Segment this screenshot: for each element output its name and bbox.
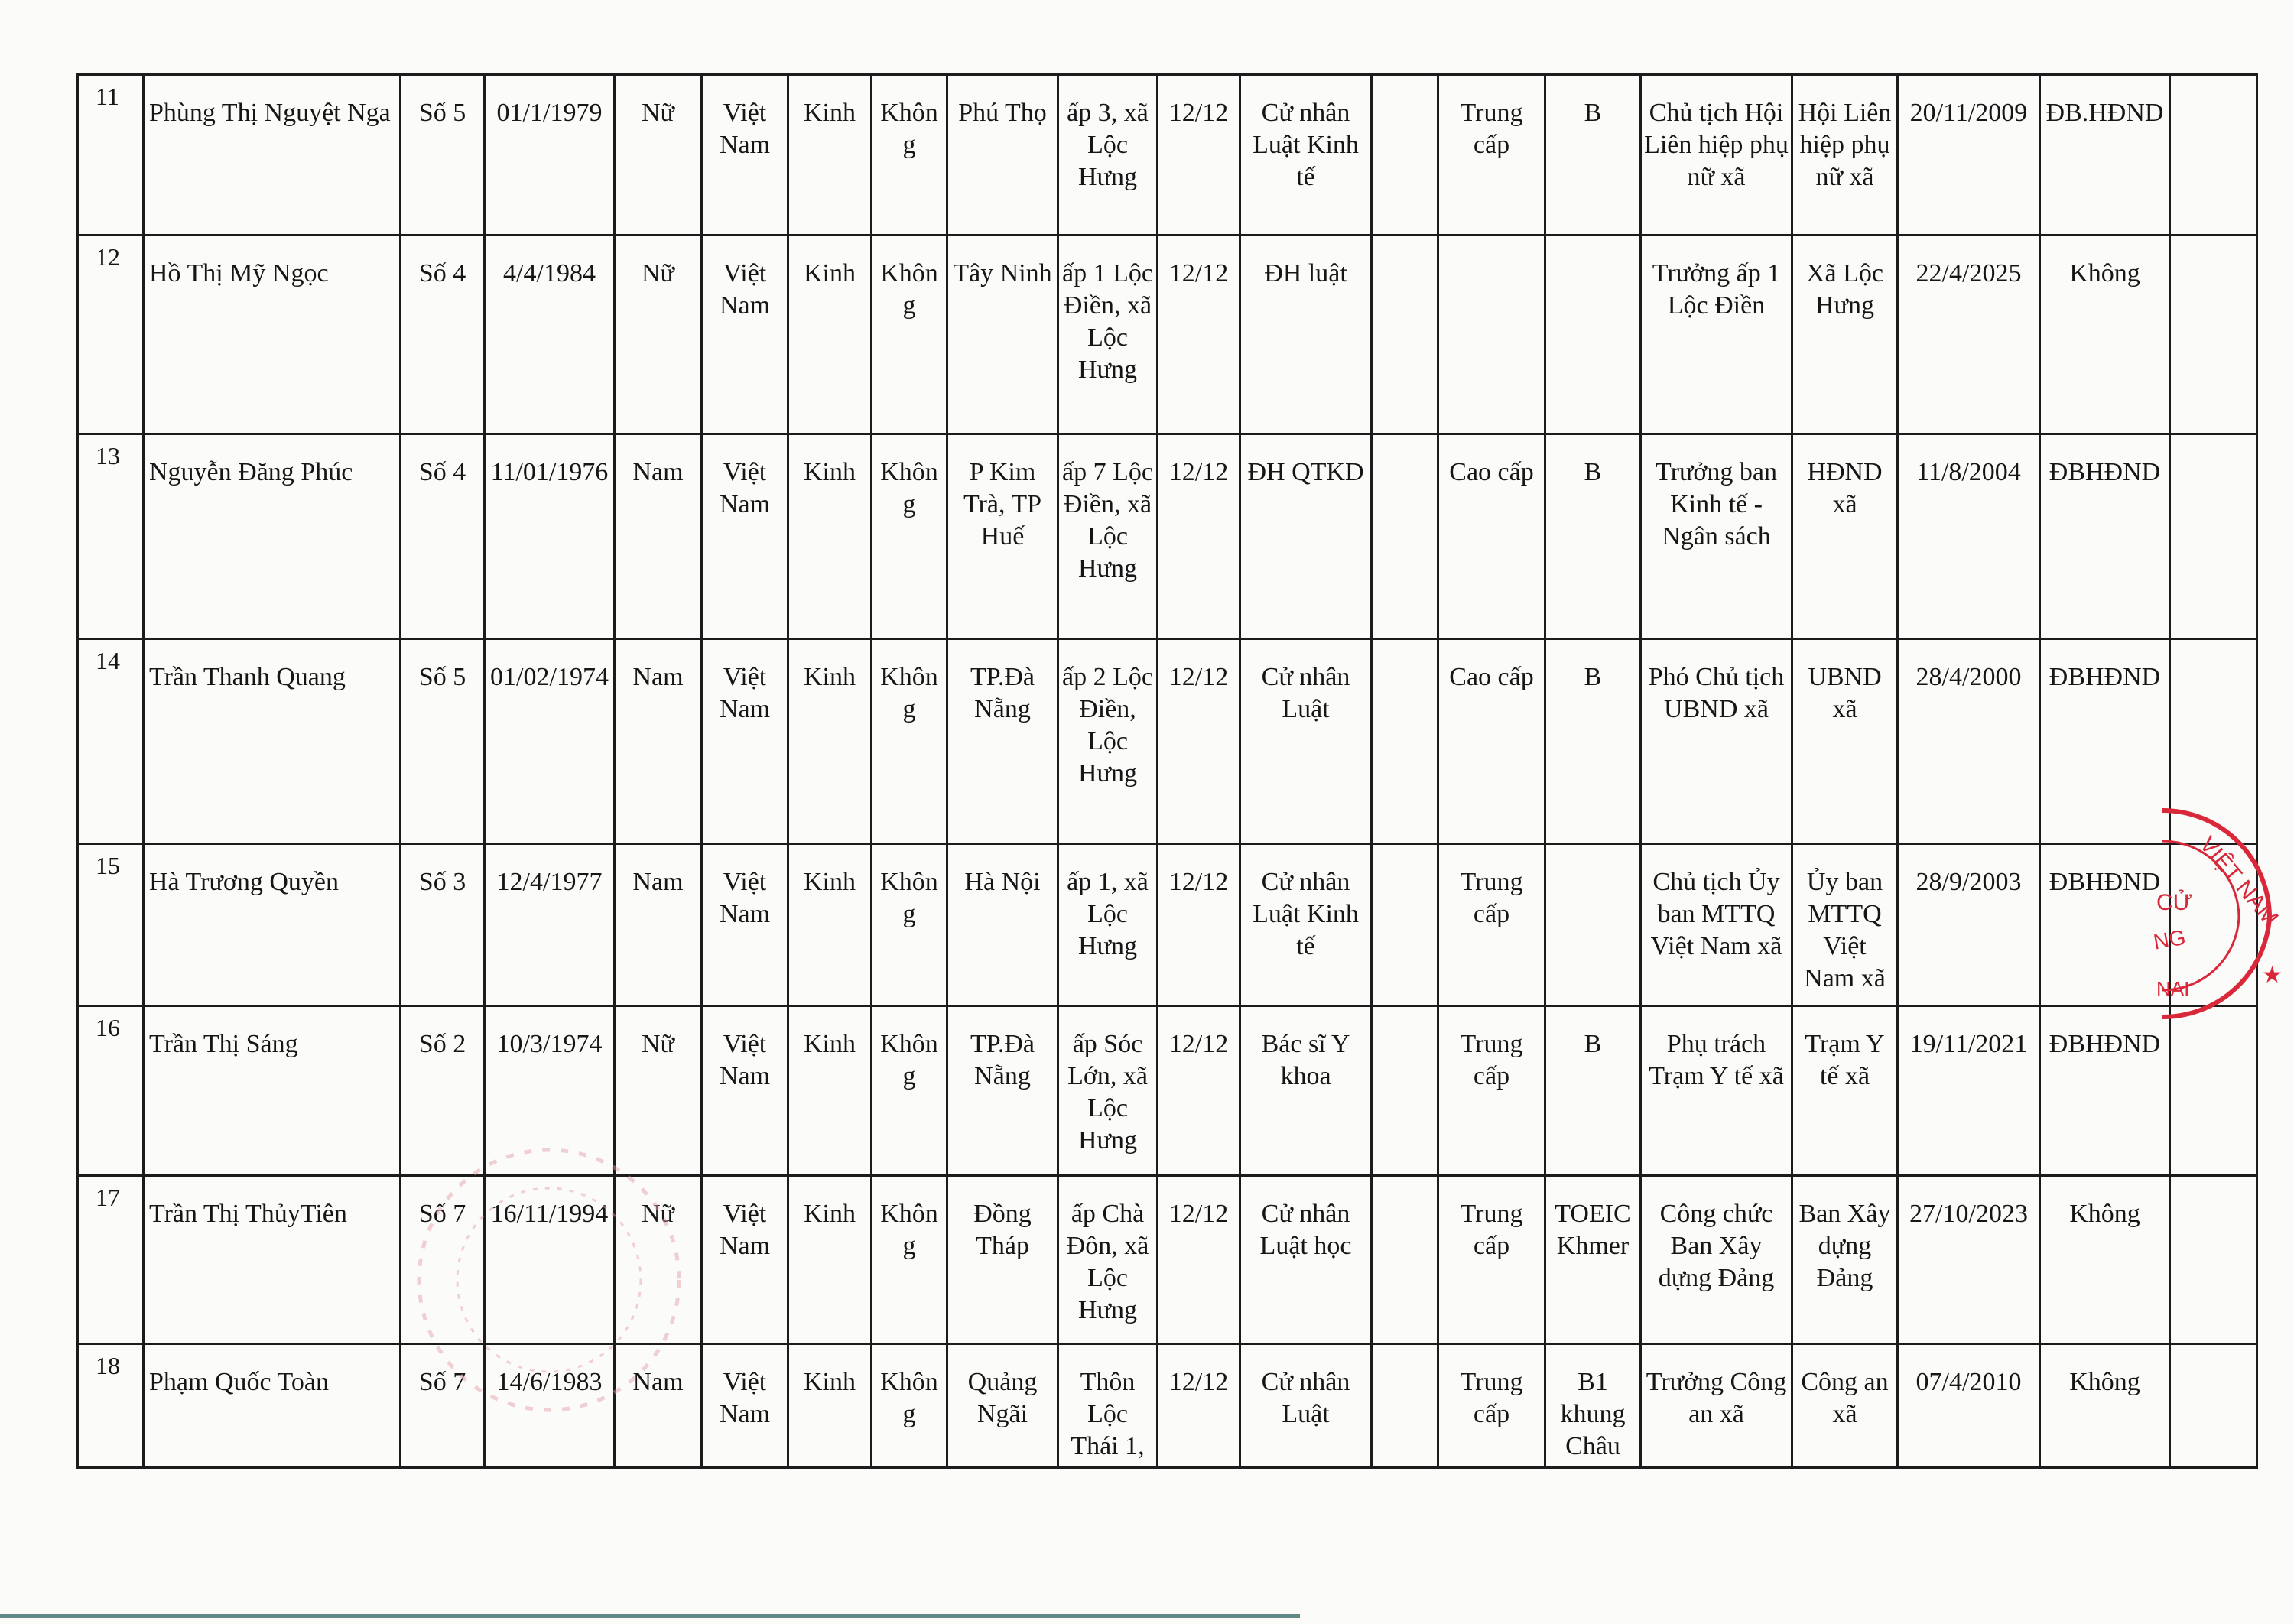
cell-politics: Trung cấp xyxy=(1438,75,1545,235)
cell-last xyxy=(2170,639,2257,844)
cell-party-date: 28/4/2000 xyxy=(1898,639,2040,844)
cell-unit: Số 5 xyxy=(401,639,485,844)
svg-text:CỬ: CỬ xyxy=(2156,890,2193,915)
cell-extra xyxy=(1372,434,1438,639)
cell-position: Chủ tịch Ủy ban MTTQ Việt Nam xã xyxy=(1641,844,1792,1006)
cell-language: TOEIC Khmer xyxy=(1545,1176,1641,1344)
svg-text:NG: NG xyxy=(2151,924,2188,954)
table-row xyxy=(78,1176,2257,1344)
cell-nationality: Việt Nam xyxy=(702,639,788,844)
cell-ethnicity: Kinh xyxy=(788,1006,872,1176)
cell-delegate: ĐBHĐND xyxy=(2040,1006,2170,1176)
cell-name: Phạm Quốc Toàn xyxy=(144,1344,401,1468)
bottom-rule xyxy=(0,1614,1300,1618)
cell-position: Trưởng ban Kinh tế - Ngân sách xyxy=(1641,434,1792,639)
cell-ethnicity: Kinh xyxy=(788,434,872,639)
cell-unit: Số 4 xyxy=(401,434,485,639)
cell-last xyxy=(2170,235,2257,434)
cell-last xyxy=(2170,844,2257,1006)
cell-last xyxy=(2170,1344,2257,1468)
cell-workplace: Hội Liên hiệp phụ nữ xã xyxy=(1792,75,1898,235)
table-row xyxy=(78,639,2257,844)
cell-education: 12/12 xyxy=(1158,639,1240,844)
cell-delegate: Không xyxy=(2040,235,2170,434)
cell-hometown: P Kim Trà, TP Huế xyxy=(947,434,1058,639)
cell-politics: Trung cấp xyxy=(1438,1006,1545,1176)
cell-language: B xyxy=(1545,434,1641,639)
table-row xyxy=(78,235,2257,434)
svg-text:VIỆT NAM: VIỆT NAM xyxy=(2194,831,2283,931)
cell-name: Trần Thanh Quang xyxy=(144,639,401,844)
cell-politics: Cao cấp xyxy=(1438,434,1545,639)
cell-language: B1 khung Châu xyxy=(1545,1344,1641,1468)
cell-party-date: 27/10/2023 xyxy=(1898,1176,2040,1344)
cell-qualification: Cử nhân Luật Kinh tế xyxy=(1240,844,1372,1006)
cell-ethnicity: Kinh xyxy=(788,235,872,434)
cell-delegate: Không xyxy=(2040,1344,2170,1468)
cell-politics: Trung cấp xyxy=(1438,1176,1545,1344)
cell-party-date: 19/11/2021 xyxy=(1898,1006,2040,1176)
cell-unit: Số 2 xyxy=(401,1006,485,1176)
cell-extra xyxy=(1372,639,1438,844)
cell-name: Nguyễn Đăng Phúc xyxy=(144,434,401,639)
cell-party-date: 28/9/2003 xyxy=(1898,844,2040,1006)
cell-workplace: Ủy ban MTTQ Việt Nam xã xyxy=(1792,844,1898,1006)
table-row xyxy=(78,844,2257,1006)
cell-residence: ấp Sóc Lớn, xã Lộc Hưng xyxy=(1058,1006,1158,1176)
table-row xyxy=(78,1344,2257,1468)
cell-stt: 11 xyxy=(78,75,144,235)
cell-unit: Số 7 xyxy=(401,1176,485,1344)
cell-gender: Nam xyxy=(615,639,702,844)
cell-workplace: HĐND xã xyxy=(1792,434,1898,639)
cell-position: Phụ trách Trạm Y tế xã xyxy=(1641,1006,1792,1176)
cell-delegate: ĐBHĐND xyxy=(2040,434,2170,639)
cell-nationality: Việt Nam xyxy=(702,844,788,1006)
cell-education: 12/12 xyxy=(1158,844,1240,1006)
cell-stt: 12 xyxy=(78,235,144,434)
cell-unit: Số 3 xyxy=(401,844,485,1006)
cell-hometown: Hà Nội xyxy=(947,844,1058,1006)
table-body xyxy=(78,75,2257,1468)
cell-dob: 4/4/1984 xyxy=(485,235,615,434)
cell-party-date: 07/4/2010 xyxy=(1898,1344,2040,1468)
cell-hometown: TP.Đà Nẵng xyxy=(947,1006,1058,1176)
cell-religion: Không xyxy=(872,639,947,844)
cell-last xyxy=(2170,75,2257,235)
cell-stt: 13 xyxy=(78,434,144,639)
cell-gender: Nam xyxy=(615,434,702,639)
cell-extra xyxy=(1372,1344,1438,1468)
cell-unit: Số 5 xyxy=(401,75,485,235)
cell-ethnicity: Kinh xyxy=(788,1344,872,1468)
cell-qualification: Bác sĩ Y khoa xyxy=(1240,1006,1372,1176)
cell-dob: 10/3/1974 xyxy=(485,1006,615,1176)
cell-extra xyxy=(1372,844,1438,1006)
cell-stt: 18 xyxy=(78,1344,144,1468)
cell-extra xyxy=(1372,75,1438,235)
cell-ethnicity: Kinh xyxy=(788,844,872,1006)
cell-residence: ấp 3, xã Lộc Hưng xyxy=(1058,75,1158,235)
cell-education: 12/12 xyxy=(1158,1176,1240,1344)
cell-ethnicity: Kinh xyxy=(788,75,872,235)
cell-nationality: Việt Nam xyxy=(702,1344,788,1468)
cell-politics: Trung cấp xyxy=(1438,1344,1545,1468)
cell-education: 12/12 xyxy=(1158,235,1240,434)
cell-position: Phó Chủ tịch UBND xã xyxy=(1641,639,1792,844)
cell-education: 12/12 xyxy=(1158,75,1240,235)
cell-hometown: TP.Đà Nẵng xyxy=(947,639,1058,844)
cell-residence: ấp Chà Đôn, xã Lộc Hưng xyxy=(1058,1176,1158,1344)
cell-nationality: Việt Nam xyxy=(702,75,788,235)
cell-qualification: ĐH luật xyxy=(1240,235,1372,434)
table-row xyxy=(78,75,2257,235)
cell-workplace: Trạm Y tế xã xyxy=(1792,1006,1898,1176)
cell-workplace: Xã Lộc Hưng xyxy=(1792,235,1898,434)
cell-dob: 01/02/1974 xyxy=(485,639,615,844)
cell-position: Công chức Ban Xây dựng Đảng xyxy=(1641,1176,1792,1344)
cell-ethnicity: Kinh xyxy=(788,639,872,844)
cell-name: Hà Trương Quyền xyxy=(144,844,401,1006)
cell-qualification: Cử nhân Luật xyxy=(1240,639,1372,844)
cell-party-date: 11/8/2004 xyxy=(1898,434,2040,639)
cell-religion: Không xyxy=(872,844,947,1006)
cell-language: B xyxy=(1545,1006,1641,1176)
cell-religion: Không xyxy=(872,1344,947,1468)
cell-qualification: ĐH QTKD xyxy=(1240,434,1372,639)
cell-dob: 11/01/1976 xyxy=(485,434,615,639)
cell-qualification: Cử nhân Luật Kinh tế xyxy=(1240,75,1372,235)
cell-nationality: Việt Nam xyxy=(702,1176,788,1344)
cell-delegate: ĐBHĐND xyxy=(2040,639,2170,844)
cell-workplace: UBND xã xyxy=(1792,639,1898,844)
cell-name: Trần Thị Sáng xyxy=(144,1006,401,1176)
cell-residence: ấp 2 Lộc Điền, Lộc Hưng xyxy=(1058,639,1158,844)
cell-qualification: Cử nhân Luật học xyxy=(1240,1176,1372,1344)
cell-workplace: Công an xã xyxy=(1792,1344,1898,1468)
cell-extra xyxy=(1372,1006,1438,1176)
cell-language: B xyxy=(1545,75,1641,235)
cell-unit: Số 7 xyxy=(401,1344,485,1468)
cell-gender: Nam xyxy=(615,1344,702,1468)
cell-position: Trưởng ấp 1 Lộc Điền xyxy=(1641,235,1792,434)
cell-position: Chủ tịch Hội Liên hiệp phụ nữ xã xyxy=(1641,75,1792,235)
cell-ethnicity: Kinh xyxy=(788,1176,872,1344)
cell-party-date: 22/4/2025 xyxy=(1898,235,2040,434)
cell-gender: Nam xyxy=(615,844,702,1006)
cell-hometown: Đồng Tháp xyxy=(947,1176,1058,1344)
cell-language: B xyxy=(1545,639,1641,844)
cell-delegate: ĐBHĐND xyxy=(2040,844,2170,1006)
cell-religion: Không xyxy=(872,434,947,639)
cell-name: Trần Thị ThủyTiên xyxy=(144,1176,401,1344)
cell-last xyxy=(2170,1006,2257,1176)
cell-religion: Không xyxy=(872,235,947,434)
cell-gender: Nữ xyxy=(615,235,702,434)
cell-stt: 15 xyxy=(78,844,144,1006)
table-row xyxy=(78,1006,2257,1176)
cell-unit: Số 4 xyxy=(401,235,485,434)
table-row xyxy=(78,434,2257,639)
cell-nationality: Việt Nam xyxy=(702,235,788,434)
cell-delegate: ĐB.HĐND xyxy=(2040,75,2170,235)
cell-name: Phùng Thị Nguyệt Nga xyxy=(144,75,401,235)
svg-text:NAI: NAI xyxy=(2156,977,2190,1000)
cell-religion: Không xyxy=(872,1006,947,1176)
cell-dob: 01/1/1979 xyxy=(485,75,615,235)
cell-name: Hồ Thị Mỹ Ngọc xyxy=(144,235,401,434)
cell-gender: Nữ xyxy=(615,1176,702,1344)
cell-nationality: Việt Nam xyxy=(702,434,788,639)
cell-qualification: Cử nhân Luật xyxy=(1240,1344,1372,1468)
cell-hometown: Phú Thọ xyxy=(947,75,1058,235)
cell-party-date: 20/11/2009 xyxy=(1898,75,2040,235)
cell-politics: Trung cấp xyxy=(1438,844,1545,1006)
cell-extra xyxy=(1372,1176,1438,1344)
cell-dob: 16/11/1994 xyxy=(485,1176,615,1344)
cell-position: Trưởng Công an xã xyxy=(1641,1344,1792,1468)
cell-last xyxy=(2170,434,2257,639)
cell-nationality: Việt Nam xyxy=(702,1006,788,1176)
cell-workplace: Ban Xây dựng Đảng xyxy=(1792,1176,1898,1344)
cell-hometown: Tây Ninh xyxy=(947,235,1058,434)
cell-stt: 14 xyxy=(78,639,144,844)
cell-gender: Nữ xyxy=(615,1006,702,1176)
cell-stt: 16 xyxy=(78,1006,144,1176)
cell-hometown: Quảng Ngãi xyxy=(947,1344,1058,1468)
candidate-table xyxy=(76,73,2258,1469)
cell-residence: ấp 1 Lộc Điền, xã Lộc Hưng xyxy=(1058,235,1158,434)
cell-dob: 12/4/1977 xyxy=(485,844,615,1006)
cell-language xyxy=(1545,235,1641,434)
cell-dob: 14/6/1983 xyxy=(485,1344,615,1468)
cell-politics: Cao cấp xyxy=(1438,639,1545,844)
cell-education: 12/12 xyxy=(1158,1344,1240,1468)
cell-residence: ấp 1, xã Lộc Hưng xyxy=(1058,844,1158,1006)
cell-residence: ấp 7 Lộc Điền, xã Lộc Hưng xyxy=(1058,434,1158,639)
cell-religion: Không xyxy=(872,75,947,235)
cell-gender: Nữ xyxy=(615,75,702,235)
cell-religion: Không xyxy=(872,1176,947,1344)
cell-politics xyxy=(1438,235,1545,434)
cell-stt: 17 xyxy=(78,1176,144,1344)
cell-education: 12/12 xyxy=(1158,434,1240,639)
cell-education: 12/12 xyxy=(1158,1006,1240,1176)
cell-extra xyxy=(1372,235,1438,434)
svg-text:★: ★ xyxy=(2262,963,2283,988)
cell-delegate: Không xyxy=(2040,1176,2170,1344)
cell-language xyxy=(1545,844,1641,1006)
cell-residence: Thôn Lộc Thái 1, xyxy=(1058,1344,1158,1468)
cell-last xyxy=(2170,1176,2257,1344)
